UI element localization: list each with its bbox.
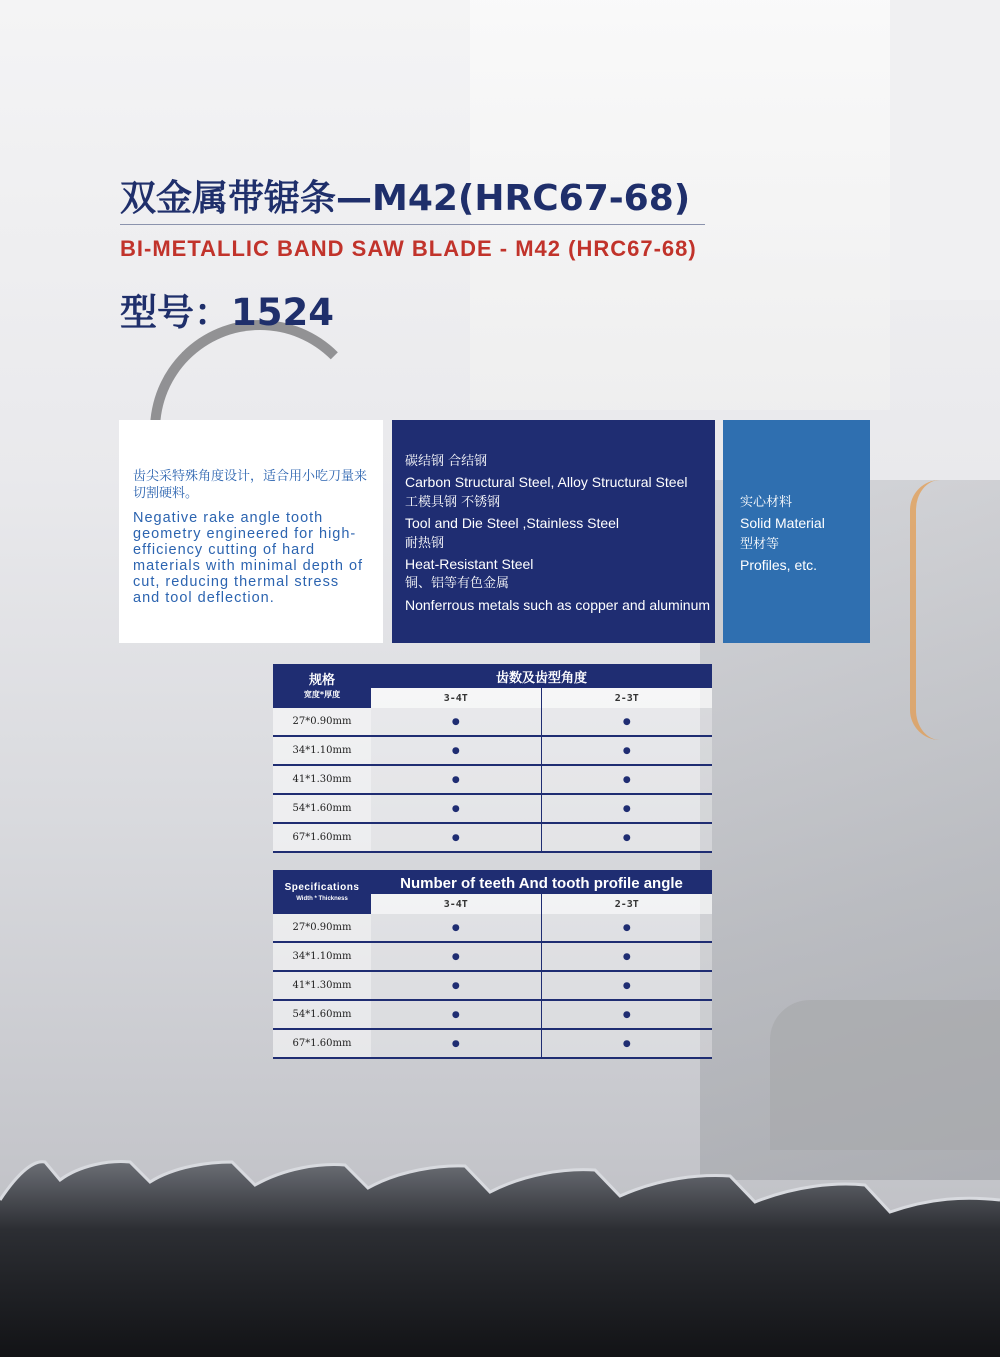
dot-cell: ●: [371, 794, 541, 823]
dot-cell: ●: [541, 971, 712, 1000]
material-line: 碳结钢 合结钢: [405, 454, 488, 469]
dot-cell: ●: [371, 708, 541, 736]
dot-cell: ●: [541, 914, 712, 942]
col-header-3-4t: 3-4T: [371, 894, 541, 914]
table-row: [273, 708, 712, 736]
material-line: 铜、铝等有色金属: [405, 576, 510, 592]
background-window-light: [890, 0, 1000, 300]
size-cell: 27*0.90mm: [273, 708, 371, 736]
product-title-cn: 双金属带锯条—M42(HRC67-68): [120, 178, 691, 219]
material-line: Tool and Die Steel ,Stainless Steel: [405, 515, 620, 532]
title-divider: [120, 224, 705, 225]
teeth-header-label: 齿数及齿型角度: [496, 670, 588, 686]
dot-cell: ●: [541, 1000, 712, 1029]
material-line: Carbon Structural Steel, Alloy Structural Steel: [405, 474, 688, 491]
teeth-header: [371, 664, 712, 688]
table-row: [273, 914, 712, 942]
dot-cell: ●: [541, 942, 712, 971]
feature-description-box: [119, 420, 383, 643]
spec-table-en: [273, 870, 712, 1059]
shape-line: 型材等: [740, 537, 780, 552]
product-title-en: BI-METALLIC BAND SAW BLADE - M42 (HRC67-68): [120, 236, 697, 261]
table-row: [273, 1000, 712, 1029]
dot-cell: ●: [541, 708, 712, 736]
saw-blade-image: [0, 1130, 1000, 1357]
dot-cell: ●: [541, 794, 712, 823]
dot-cell: ●: [371, 736, 541, 765]
spec-header-sub: 宽度*厚度: [303, 689, 341, 699]
dot-cell: ●: [371, 1000, 541, 1029]
teeth-header: [371, 870, 712, 894]
size-cell: 67*1.60mm: [273, 1029, 371, 1058]
table-row: [273, 736, 712, 765]
dot-cell: ●: [541, 823, 712, 852]
size-cell: 41*1.30mm: [273, 765, 371, 794]
table-row: [273, 823, 712, 852]
size-cell: 27*0.90mm: [273, 914, 371, 942]
teeth-header-label: Number of teeth And tooth profile angle: [400, 874, 683, 892]
size-cell: 54*1.60mm: [273, 1000, 371, 1029]
table-row: [273, 942, 712, 971]
dot-cell: ●: [371, 914, 541, 942]
spec-table-cn: [273, 664, 712, 853]
spec-header: [273, 664, 371, 708]
spec-header-label: Specifications: [284, 881, 360, 893]
material-line: 耐热钢: [405, 535, 445, 551]
applicable-materials-box: [392, 420, 715, 643]
feature-text-cn: 齿尖采特殊角度设计，适合用小吃刀量来切割硬料。: [133, 469, 368, 501]
size-cell: 34*1.10mm: [273, 736, 371, 765]
dot-cell: ●: [371, 942, 541, 971]
table-row: [273, 794, 712, 823]
feature-text-en: Negative rake angle tooth geometry engineered for high-efficiency cutting of hard materials with minimal depth of cut, reducing thermal stress and tool deflection.: [133, 510, 364, 606]
spec-header-sub: Width * Thickness: [296, 895, 348, 902]
applicable-shapes-box: [723, 420, 870, 643]
table-row: [273, 971, 712, 1000]
dot-cell: ●: [541, 1029, 712, 1058]
material-line: Heat-Resistant Steel: [405, 556, 534, 573]
shape-line: Solid Material: [740, 515, 825, 531]
spec-header: [273, 870, 371, 914]
shape-line: 实心材料: [740, 495, 793, 510]
background-machine-part: [770, 1000, 1000, 1150]
dot-cell: ●: [541, 736, 712, 765]
size-cell: 34*1.10mm: [273, 942, 371, 971]
size-cell: 41*1.30mm: [273, 971, 371, 1000]
dot-cell: ●: [371, 765, 541, 794]
dot-cell: ●: [371, 1029, 541, 1058]
material-line: 工模具钢 不锈钢: [405, 494, 501, 510]
model-number: 型号：1524: [120, 291, 334, 334]
size-cell: 54*1.60mm: [273, 794, 371, 823]
spec-header-label: 规格: [308, 672, 335, 688]
material-line: Nonferrous metals such as copper and aluminum: [405, 596, 711, 613]
dot-cell: ●: [371, 971, 541, 1000]
background-orange-hose: [910, 480, 986, 740]
shape-line: Profiles, etc.: [740, 557, 818, 573]
table-row: [273, 765, 712, 794]
size-cell: 67*1.60mm: [273, 823, 371, 852]
dot-cell: ●: [541, 765, 712, 794]
col-header-3-4t: 3-4T: [371, 688, 541, 708]
dot-cell: ●: [371, 823, 541, 852]
col-header-2-3t: 2-3T: [541, 894, 712, 914]
table-row: [273, 1029, 712, 1058]
col-header-2-3t: 2-3T: [541, 688, 712, 708]
